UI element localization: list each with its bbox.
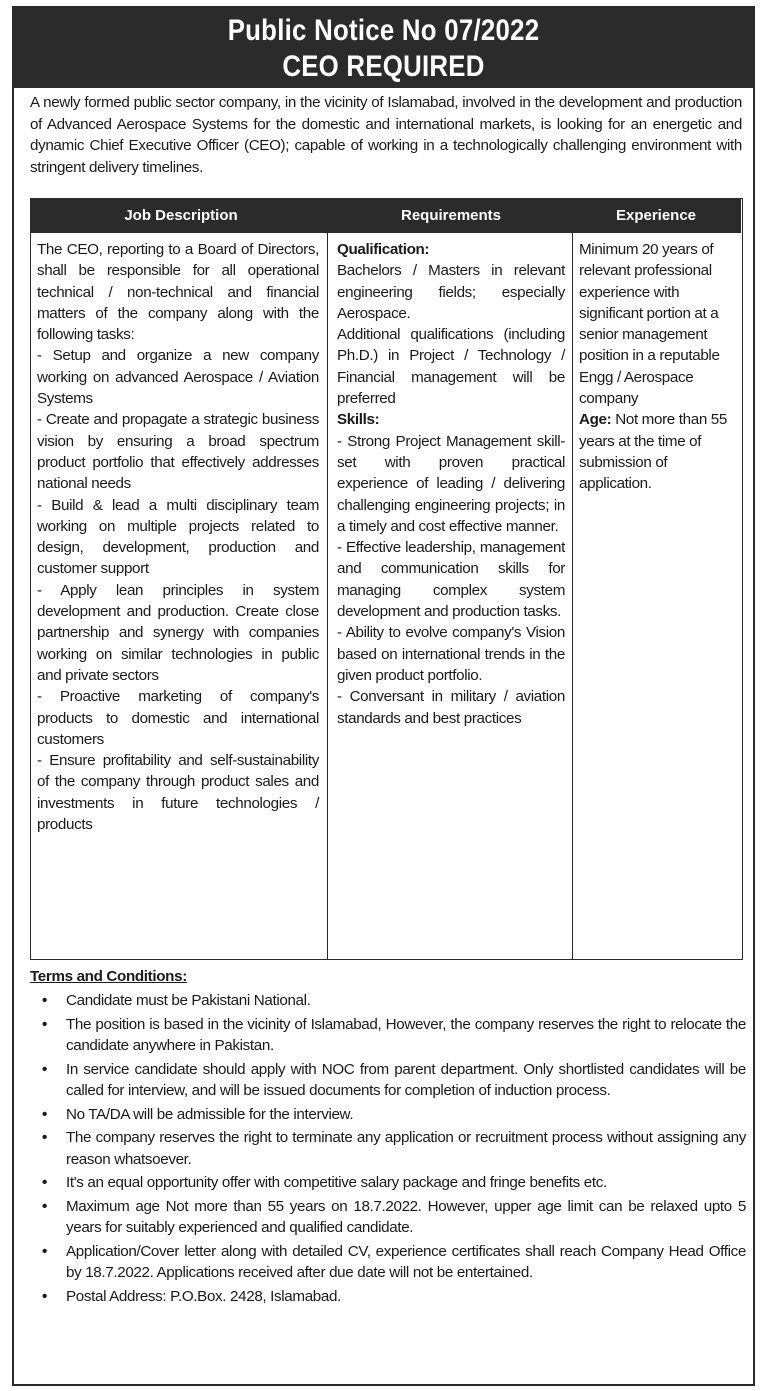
public-notice (12, 6, 755, 1386)
term-text: Candidate must be Pakistani National. (66, 992, 311, 1009)
list-item (30, 990, 746, 1012)
list-item (30, 1286, 746, 1308)
skill-item: - Ability to evolve company's Vision based on international trends in the given product portfolio. (337, 624, 565, 684)
skill-item: - Effective leadership, management and communication skills for managing complex system development and production tasks. (337, 539, 565, 621)
column-divider (572, 233, 573, 959)
age-requirement (579, 409, 737, 494)
job-task: - Build & lead a multi disciplinary team working on multiple projects related to design, development, production and customer support (37, 496, 319, 578)
term-text: It's an equal opportunity offer with competitive salary package and fringe benefits etc. (66, 1174, 607, 1191)
terms-heading: Terms and Conditions: (30, 968, 187, 985)
term-text: The company reserves the right to terminate any application or recruitment process without assigning any reason whatsoever. (66, 1129, 746, 1168)
notice-header (14, 8, 753, 88)
intro-paragraph: A newly formed public sector company, in the vicinity of Islamabad, involved in the development and production of Advanced Aerospace Systems for the domestic and international markets, is looking for an energetic and dynamic Chief Executive Officer (CEO); capable of working in a technologically challenging environment with stringent delivery timelines. (30, 94, 742, 176)
skills-label: Skills: (337, 411, 380, 429)
job-task: - Apply lean principles in system development and production. Create close partnership and synergy with companies working on similar technologies in public and private sectors (37, 581, 319, 684)
job-task: - Create and propagate a strategic business vision by ensuring a broad spectrum product portfolio that effectively addresses national needs (37, 411, 319, 493)
bullet-icon: • (42, 1060, 47, 1078)
bullet-icon: • (42, 1174, 47, 1191)
additional-qualification-text: Additional qualifications (including Ph.D.) in Project / Technology / Financial management will be preferred (337, 326, 565, 408)
job-table (30, 198, 743, 960)
term-text: Postal Address: P.O.Box. 2428, Islamabad. (66, 1287, 341, 1305)
header-job-description: Job Description (124, 207, 238, 224)
term-text: The position is based in the vicinity of Islamabad, However, the company reserves the right to relocate the candidate anywhere in Pakistan. (66, 1015, 746, 1054)
job-description-text: The CEO, reporting to a Board of Directors, shall be responsible for all operational technical / non-technical and financial matters of the company along with the following tasks: (37, 241, 319, 344)
bullet-icon: • (42, 992, 47, 1009)
list-item (30, 1172, 746, 1194)
skill-item: - Conversant in military / aviation standards and best practices (337, 688, 565, 727)
job-task: - Setup and organize a new company working on advanced Aerospace / Aviation Systems (37, 347, 319, 408)
bullet-icon: • (42, 1242, 47, 1260)
header-requirements: Requirements (400, 207, 502, 224)
experience-text: Minimum 20 years of relevant professional experience with significant portion at a senior management position in a reputable Engg / Aerospace company (579, 241, 720, 408)
header-experience: Experience (615, 207, 697, 224)
terms-section (30, 966, 746, 1309)
term-text: Maximum age Not more than 55 years on 18.7.2022. However, upper age limit can be relaxed upto 5 years for suitably experienced and qualified candidate. (66, 1197, 746, 1236)
age-text: Not more than 55 years at the time of submission of application. (579, 411, 727, 493)
list-item (30, 1196, 746, 1239)
experience-cell (579, 239, 737, 495)
term-text: No TA/DA will be admissible for the interview. (66, 1105, 354, 1123)
list-item (30, 1104, 746, 1126)
bullet-icon: • (42, 1015, 47, 1033)
list-item (30, 1059, 746, 1102)
age-label: Age: (579, 411, 612, 429)
table-header-row (31, 199, 741, 233)
job-task: - Ensure profitability and self-sustainability of the company through product sales and investments in future technologies / products (37, 752, 319, 834)
list-item (30, 1241, 746, 1284)
job-task: - Proactive marketing of company's products to domestic and international customers (37, 688, 319, 748)
job-description-cell (37, 239, 319, 835)
skill-item: - Strong Project Management skill-set with proven practical experience of leading / delivering challenging engineering projects; in a timely and cost effective manner. (337, 432, 565, 535)
bullet-icon: • (42, 1105, 47, 1123)
bullet-icon: • (42, 1197, 47, 1215)
qualification-label: Qualification: (337, 241, 430, 258)
bullet-icon: • (42, 1129, 47, 1146)
qualification-text: Bachelors / Masters in relevant engineering fields; especially Aerospace. (337, 262, 565, 322)
bullet-icon: • (42, 1287, 47, 1305)
notice-title: Public Notice No 07/2022 (227, 14, 540, 47)
column-divider (327, 233, 328, 959)
requirements-cell (337, 239, 565, 729)
term-text: In service candidate should apply with NOC from parent department. Only shortlisted candidates will be called for interview, and will be issued documents for completion of induction process. (66, 1060, 746, 1099)
list-item (30, 1014, 746, 1057)
list-item (30, 1127, 746, 1170)
term-text: Application/Cover letter along with detailed CV, experience certificates shall reach Company Head Office by 18.7.2022. Applications received after due date will not be entertained. (66, 1242, 746, 1281)
notice-subtitle: CEO REQUIRED (282, 50, 485, 83)
